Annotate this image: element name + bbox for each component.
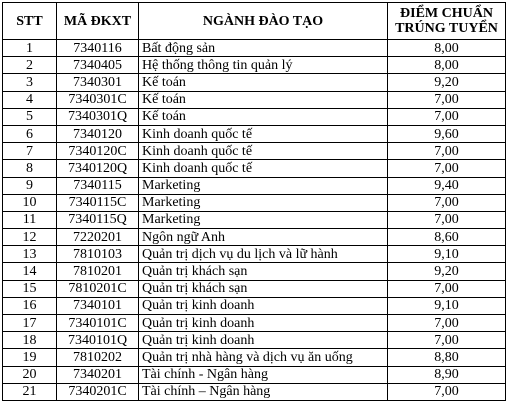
cell-stt: 10 [3,194,57,211]
cell-diem: 7,00 [388,383,506,400]
table-row [3,177,506,194]
table-row [3,263,506,280]
cell-ma-dkxt: 7810201 [57,263,139,280]
cell-nganh: Kinh doanh quốc tế [139,143,388,160]
cell-nganh: Marketing [139,211,388,228]
cell-stt: 9 [3,177,57,194]
header-diem-chuan [388,3,506,40]
cell-stt: 6 [3,125,57,142]
table-body [3,40,506,401]
cell-ma-dkxt: 7340201 [57,366,139,383]
admission-scores-table-container [2,2,505,406]
cell-ma-dkxt: 7340120Q [57,160,139,177]
table-row [3,349,506,366]
cell-ma-dkxt: 7340120 [57,125,139,142]
table-row [3,280,506,297]
table-header [3,3,506,40]
cell-diem: 7,00 [388,160,506,177]
admission-scores-table [2,2,506,401]
table-row [3,332,506,349]
cell-nganh: Bất động sản [139,40,388,57]
table-row [3,315,506,332]
cell-diem: 8,00 [388,57,506,74]
cell-stt: 17 [3,315,57,332]
cell-nganh: Quản trị dịch vụ du lịch và lữ hành [139,246,388,263]
header-diem-line2: TRÚNG TUYỂN [395,21,498,36]
cell-diem: 8,60 [388,229,506,246]
cell-diem: 7,00 [388,280,506,297]
table-row [3,57,506,74]
table-row [3,246,506,263]
table-row [3,383,506,400]
cell-nganh: Quản trị khách sạn [139,263,388,280]
cell-nganh: Kinh doanh quốc tế [139,125,388,142]
cell-ma-dkxt: 7340115 [57,177,139,194]
cell-ma-dkxt: 7810202 [57,349,139,366]
cell-diem: 9,60 [388,125,506,142]
cell-nganh: Quản trị nhà hàng và dịch vụ ăn uống [139,349,388,366]
cell-ma-dkxt: 7340115Q [57,211,139,228]
header-stt: STT [3,3,57,40]
cell-stt: 5 [3,108,57,125]
cell-stt: 18 [3,332,57,349]
cell-ma-dkxt: 7340115C [57,194,139,211]
cell-stt: 7 [3,143,57,160]
cell-nganh: Marketing [139,194,388,211]
cell-diem: 7,00 [388,211,506,228]
cell-nganh: Kế toán [139,108,388,125]
cell-stt: 16 [3,297,57,314]
cell-nganh: Hệ thống thông tin quản lý [139,57,388,74]
cell-nganh: Kế toán [139,74,388,91]
cell-diem: 7,00 [388,143,506,160]
table-row [3,297,506,314]
cell-nganh: Tài chính - Ngân hàng [139,366,388,383]
cell-nganh: Kế toán [139,91,388,108]
cell-stt: 8 [3,160,57,177]
cell-nganh: Quản trị khách sạn [139,280,388,297]
cell-ma-dkxt: 7810103 [57,246,139,263]
cell-ma-dkxt: 7340405 [57,57,139,74]
cell-diem: 8,90 [388,366,506,383]
cell-nganh: Ngôn ngữ Anh [139,229,388,246]
cell-diem: 9,40 [388,177,506,194]
header-ma-dkxt: MÃ ĐKXT [57,3,139,40]
cell-stt: 11 [3,211,57,228]
cell-diem: 8,80 [388,349,506,366]
cell-nganh: Kinh doanh quốc tế [139,160,388,177]
cell-diem: 9,10 [388,246,506,263]
cell-ma-dkxt: 7810201C [57,280,139,297]
cell-nganh: Quản trị kinh doanh [139,315,388,332]
cell-ma-dkxt: 7340101C [57,315,139,332]
cell-stt: 19 [3,349,57,366]
header-row [3,3,506,40]
cell-stt: 1 [3,40,57,57]
cell-ma-dkxt: 7340301C [57,91,139,108]
cell-diem: 7,00 [388,332,506,349]
cell-stt: 2 [3,57,57,74]
cell-ma-dkxt: 7340101Q [57,332,139,349]
cell-ma-dkxt: 7220201 [57,229,139,246]
table-row [3,108,506,125]
table-row [3,74,506,91]
cell-ma-dkxt: 7340120C [57,143,139,160]
cell-stt: 4 [3,91,57,108]
cell-ma-dkxt: 7340201C [57,383,139,400]
header-diem-line1: ĐIỂM CHUẨN [400,6,493,21]
cell-nganh: Tài chính – Ngân hàng [139,383,388,400]
table-row [3,125,506,142]
cell-nganh: Quản trị kinh doanh [139,332,388,349]
table-row [3,143,506,160]
cell-diem: 8,00 [388,40,506,57]
table-row [3,211,506,228]
table-row [3,91,506,108]
table-row [3,160,506,177]
cell-nganh: Quản trị kinh doanh [139,297,388,314]
cell-diem: 7,00 [388,194,506,211]
cell-stt: 14 [3,263,57,280]
cell-diem: 9,10 [388,297,506,314]
cell-ma-dkxt: 7340301 [57,74,139,91]
cell-diem: 7,00 [388,108,506,125]
cell-ma-dkxt: 7340116 [57,40,139,57]
cell-stt: 3 [3,74,57,91]
cell-ma-dkxt: 7340101 [57,297,139,314]
table-row [3,366,506,383]
table-row [3,229,506,246]
cell-ma-dkxt: 7340301Q [57,108,139,125]
cell-stt: 15 [3,280,57,297]
cell-nganh: Marketing [139,177,388,194]
cell-diem: 9,20 [388,263,506,280]
table-row [3,40,506,57]
cell-stt: 13 [3,246,57,263]
cell-stt: 21 [3,383,57,400]
header-nganh-dao-tao: NGÀNH ĐÀO TẠO [139,3,388,40]
table-row [3,194,506,211]
cell-diem: 7,00 [388,315,506,332]
cell-diem: 7,00 [388,91,506,108]
cell-diem: 9,20 [388,74,506,91]
cell-stt: 20 [3,366,57,383]
cell-stt: 12 [3,229,57,246]
